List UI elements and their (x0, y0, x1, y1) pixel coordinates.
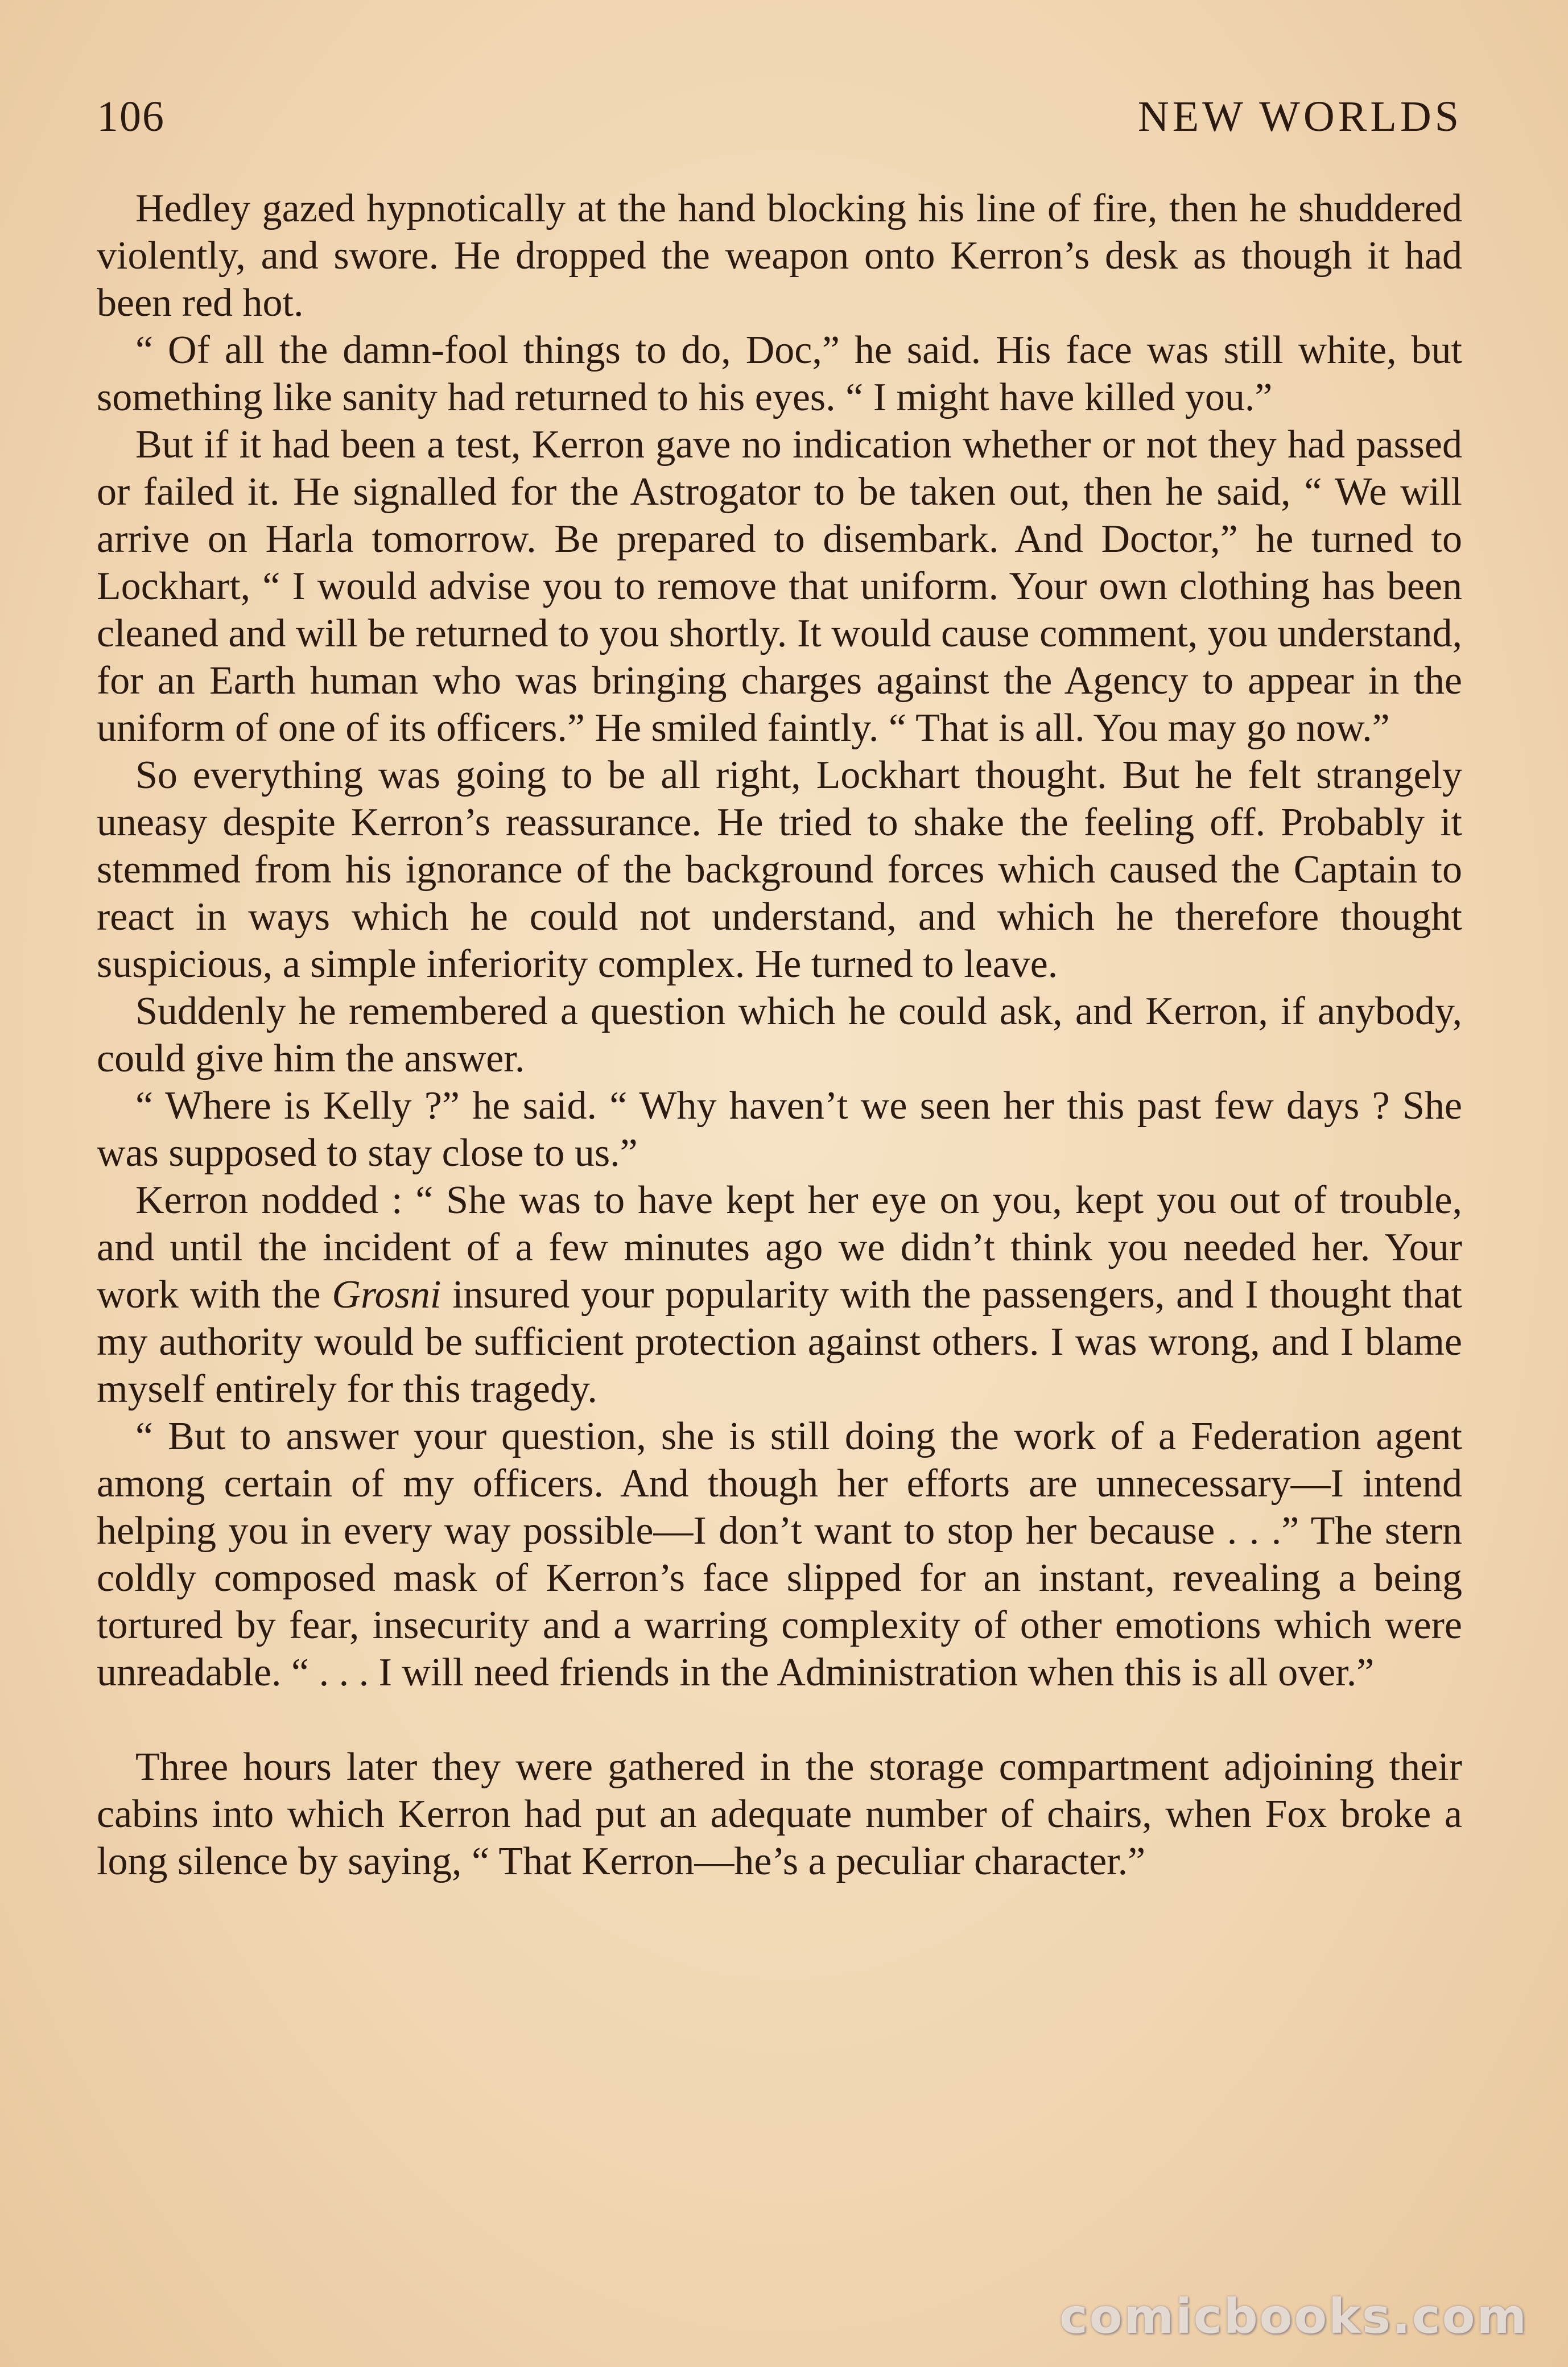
paragraph: But if it had been a test, Kerron gave no indication whether or not they had passed or failed it. He signalled for the Astrogator to be taken out, then he said, “ We will arrive on Harla tomorrow. Be prepared to disembark. And Doctor,” he turned to Lockhart, “ I would advise you to remove that uniform. Your own clothing has been cleaned and will be returned to you shortly. It would cause comment, you understand, for an Earth human who was bringing charges against the Agency to appear in the uniform of one of its officers.” He smiled faintly. “ That is all. You may go now.” (97, 423, 1462, 750)
watermark: comicbooks.com (1059, 2288, 1528, 2344)
italic-term: Grosni (332, 1273, 441, 1317)
paragraph: Three hours later they were gathered in the storage compartment adjoining their cabins into which Kerron had put an adequate number of chairs, when Fox broke a long silence by saying, “ That Kerron—he’s a peculiar character.” (97, 1745, 1462, 1883)
paragraph: “ Where is Kelly ?” he said. “ Why haven’t we seen her this past few days ? She was supposed to stay close to us.” (97, 1084, 1462, 1175)
paragraph (97, 1177, 1462, 1413)
page-number: 106 (97, 93, 165, 141)
paragraph: Suddenly he remembered a question which he could ask, and Kerron, if anybody, could give him the answer. (97, 989, 1462, 1081)
paragraph-text: Kerron nodded : “ She was to have kept her eye on you, kept you out of trouble, and until the incident of a few minutes ago we didn’t think you needed her. Your work with the (97, 1178, 1462, 1317)
body-text (97, 185, 1462, 1885)
page-header (97, 85, 1462, 148)
running-title: NEW WORLDS (1137, 93, 1462, 141)
paragraph-text: insured your popularity with the passengers, and I thought that my authority would be sufficient protection against others. I was wrong, and I blame myself entirely for this tragedy. (97, 1273, 1462, 1411)
paragraph: Hedley gazed hypnotically at the hand blocking his line of fire, then he shuddered violently, and swore. He dropped the weapon onto Kerron’s desk as though it had been red hot. (97, 187, 1462, 325)
paragraph: “ But to answer your question, she is still doing the work of a Federation agent among certain of my officers. And though her efforts are unnecessary—I intend helping you in every way possible—I don’t want to stop her because . . .” The stern coldly composed mask of Kerron’s face slipped for an instant, revealing a being tortured by fear, insecurity and a warring complexity of other emotions which were unreadable. “ . . . I will need friends in the Administration when this is all over.” (97, 1415, 1462, 1694)
paragraph: “ Of all the damn-fool things to do, Doc,” he said. His face was still white, but something like sanity had returned to his eyes. “ I might have killed you.” (97, 328, 1462, 419)
paragraph: So everything was going to be all right, Lockhart thought. But he felt strangely uneasy despite Kerron’s reassurance. He tried to shake the feeling off. Probably it stemmed from his ignorance of the background forces which caused the Captain to react in ways which he could not understand, and which he therefore thought suspicious, a simple inferiority complex. He turned to leave. (97, 753, 1462, 986)
